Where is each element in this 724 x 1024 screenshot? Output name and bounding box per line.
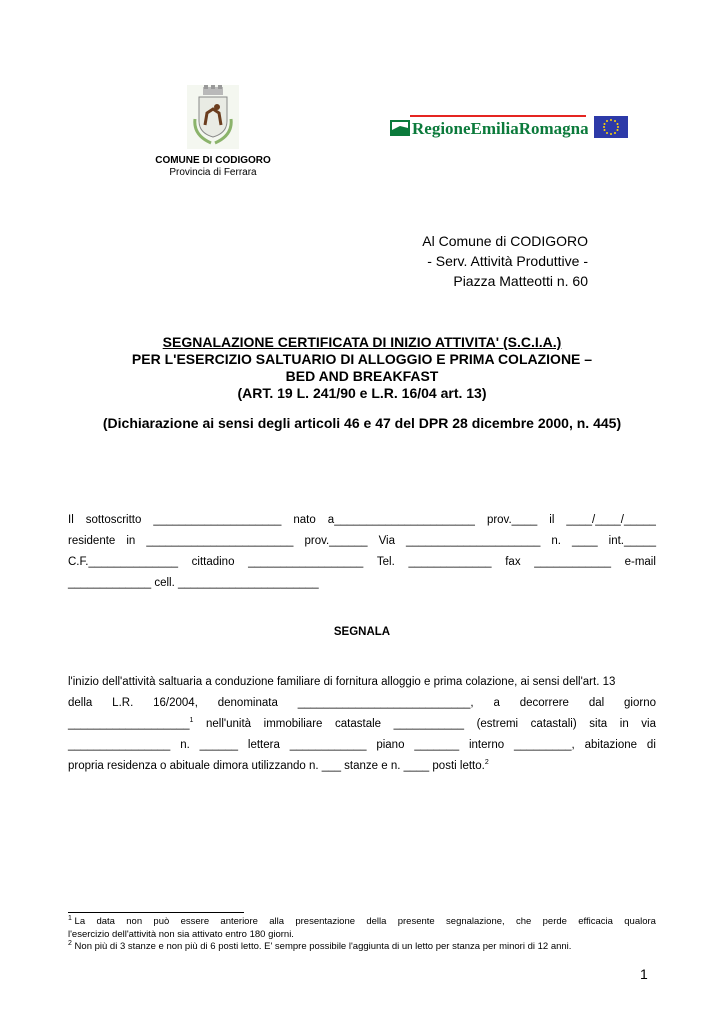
rooms-beds-sentence[interactable]: propria residenza o abituale dimora utilizzando n. ___ stanze e n. ____ posti letto. (68, 760, 485, 772)
form-row-residence (68, 531, 656, 552)
floor-blank[interactable]: _______ (414, 739, 460, 751)
form-token: fax (505, 556, 521, 568)
internal-blank[interactable]: int._____ (608, 535, 656, 547)
recipient-address (380, 231, 588, 291)
fn-token: qualora (624, 916, 656, 927)
title-line-1: SEGNALAZIONE CERTIFICATA DI INIZIO ATTIVITA' (S.C.I.A.) (162, 334, 562, 350)
fn-token: La (74, 916, 86, 927)
form-token: Tel. (376, 556, 395, 568)
footnote-ref-1: 1 (189, 717, 194, 725)
body-line-5 (68, 756, 656, 777)
body-token: abitazione (584, 739, 638, 751)
body-line-2 (68, 693, 656, 714)
segnala-heading: SEGNALA (333, 626, 391, 638)
cadastral-unit-blank[interactable]: ___________ (393, 718, 464, 730)
body-token: in (619, 718, 629, 730)
fn-token: segnalazione, (446, 916, 505, 927)
body-token: dal (588, 697, 605, 709)
title-line-4: (ART. 19 L. 241/90 e L.R. 16/04 art. 13) (237, 385, 487, 401)
body-line-1: l'inizio dell'attività saltuaria a conduzione familiare di fornitura alloggio e prima colazione, ai sensi dell'art. 13 (68, 676, 616, 688)
form-token: cittadino (191, 556, 235, 568)
street-number-blank[interactable]: ____ (572, 535, 598, 547)
recipient-line-2: - Serv. Attività Produttive - (427, 253, 588, 269)
form-token: il (549, 514, 555, 526)
form-token: e-mail (624, 556, 656, 568)
address-street-blank[interactable]: ________________ (68, 739, 171, 751)
regione-logo-text: RegioneEmiliaRomagna (412, 119, 588, 138)
body-token: 16/2004, (153, 697, 198, 709)
form-token: n. (551, 535, 561, 547)
footnote-ref-2: 2 (484, 759, 489, 767)
footnote-1-line-2: l'esercizio dell'attività non sia attivato entro 180 giorni. (68, 929, 294, 940)
body-token: decorrere (519, 697, 569, 709)
footnote-1-number: 1 (68, 914, 72, 922)
tax-code-blank[interactable]: C.F.______________ (68, 556, 178, 568)
letter-blank[interactable]: ____________ (289, 739, 367, 751)
body-token: n. (180, 739, 190, 751)
body-token: di (646, 739, 656, 751)
form-token: residente (68, 535, 116, 547)
provincia-name: Provincia di Ferrara (169, 167, 257, 178)
regione-emilia-romagna-logo (388, 114, 588, 140)
recipient-line-1: Al Comune di CODIGORO (422, 233, 588, 249)
fn-token: non (126, 916, 143, 927)
form-row-contacts (68, 552, 656, 573)
form-token: Il (68, 514, 74, 526)
fax-blank[interactable]: ____________ (534, 556, 611, 568)
comune-crest-logo (187, 85, 239, 149)
form-token: nato (293, 514, 316, 526)
body-token: catastale (335, 718, 382, 730)
fn-token: alla (269, 916, 285, 927)
body-token: denominata (217, 697, 278, 709)
page-number: 1 (640, 966, 648, 982)
form-token: Via (378, 535, 396, 547)
body-line-3 (68, 714, 656, 735)
body-token: interno (468, 739, 505, 751)
phone-blank[interactable]: _____________ (408, 556, 492, 568)
body-token: via (641, 718, 656, 730)
body-token: a (493, 697, 500, 709)
residence-prov-blank[interactable]: prov.______ (304, 535, 368, 547)
body-token: L.R. (112, 697, 134, 709)
body-token: della (68, 697, 93, 709)
interior-blank[interactable]: _________, (514, 739, 575, 751)
declaration-subtitle: (Dichiarazione ai sensi degli articoli 46 e 47 del DPR 28 dicembre 2000, n. 445) (102, 415, 622, 431)
body-line-4 (68, 735, 656, 756)
comune-name: COMUNE DI CODIGORO (155, 155, 271, 166)
eu-flag-logo (594, 116, 628, 138)
citizenship-blank[interactable]: __________________ (248, 556, 364, 568)
form-row-personal-data (68, 510, 656, 531)
fn-token: anteriore (220, 916, 258, 927)
fn-token: può (153, 916, 170, 927)
start-date-blank[interactable]: ___________________ (68, 718, 190, 730)
street-blank[interactable]: _____________________ (406, 535, 541, 547)
body-token: (estremi (476, 718, 519, 730)
fn-token: che (515, 916, 532, 927)
name-blank[interactable]: ____________________ (153, 514, 282, 526)
comune-heading (130, 155, 296, 179)
business-name-blank[interactable]: ___________________________, (297, 697, 474, 709)
fn-token: efficacia (578, 916, 613, 927)
body-token: lettera (247, 739, 280, 751)
title-line-2: PER L'ESERCIZIO SALTUARIO DI ALLOGGIO E PRIMA COLAZIONE – (131, 351, 593, 367)
fn-token: perde (542, 916, 567, 927)
title-line-3: BED AND BREAKFAST (285, 368, 439, 384)
fn-token: presente (397, 916, 435, 927)
footnote-2 (68, 941, 656, 953)
footnote-2-number: 2 (68, 939, 72, 947)
residence-blank[interactable]: _______________________ (146, 535, 294, 547)
fn-token: data (96, 916, 115, 927)
recipient-line-3: Piazza Matteotti n. 60 (453, 273, 588, 289)
body-token: nell'unità (206, 718, 252, 730)
body-token: giorno (624, 697, 656, 709)
footnote-separator (68, 912, 244, 913)
fn-token: presentazione (295, 916, 356, 927)
birth-prov-blank[interactable]: prov.____ (486, 514, 538, 526)
fn-token: della (366, 916, 387, 927)
body-token: sita (589, 718, 608, 730)
form-token: sottoscritto (85, 514, 142, 526)
form-token: in (126, 535, 136, 547)
footnote-1-line-1 (68, 916, 656, 928)
birth-date-blank[interactable]: ____/____/_____ (566, 514, 656, 526)
form-row-email-cell[interactable]: _____________ cell. ______________________ (68, 577, 319, 589)
body-token: piano (376, 739, 405, 751)
body-token: immobiliare (263, 718, 323, 730)
address-number-blank[interactable]: ______ (199, 739, 239, 751)
body-token: catastali) (530, 718, 577, 730)
birthplace-blank[interactable]: a______________________ (327, 514, 475, 526)
fn-token: essere (180, 916, 210, 927)
document-title (40, 334, 684, 402)
footnote-2-text: Non più di 3 stanze e non più di 6 posti letto. E' sempre possibile l'aggiunta di un letto per stanza per minori di 12 anni. (74, 941, 572, 952)
